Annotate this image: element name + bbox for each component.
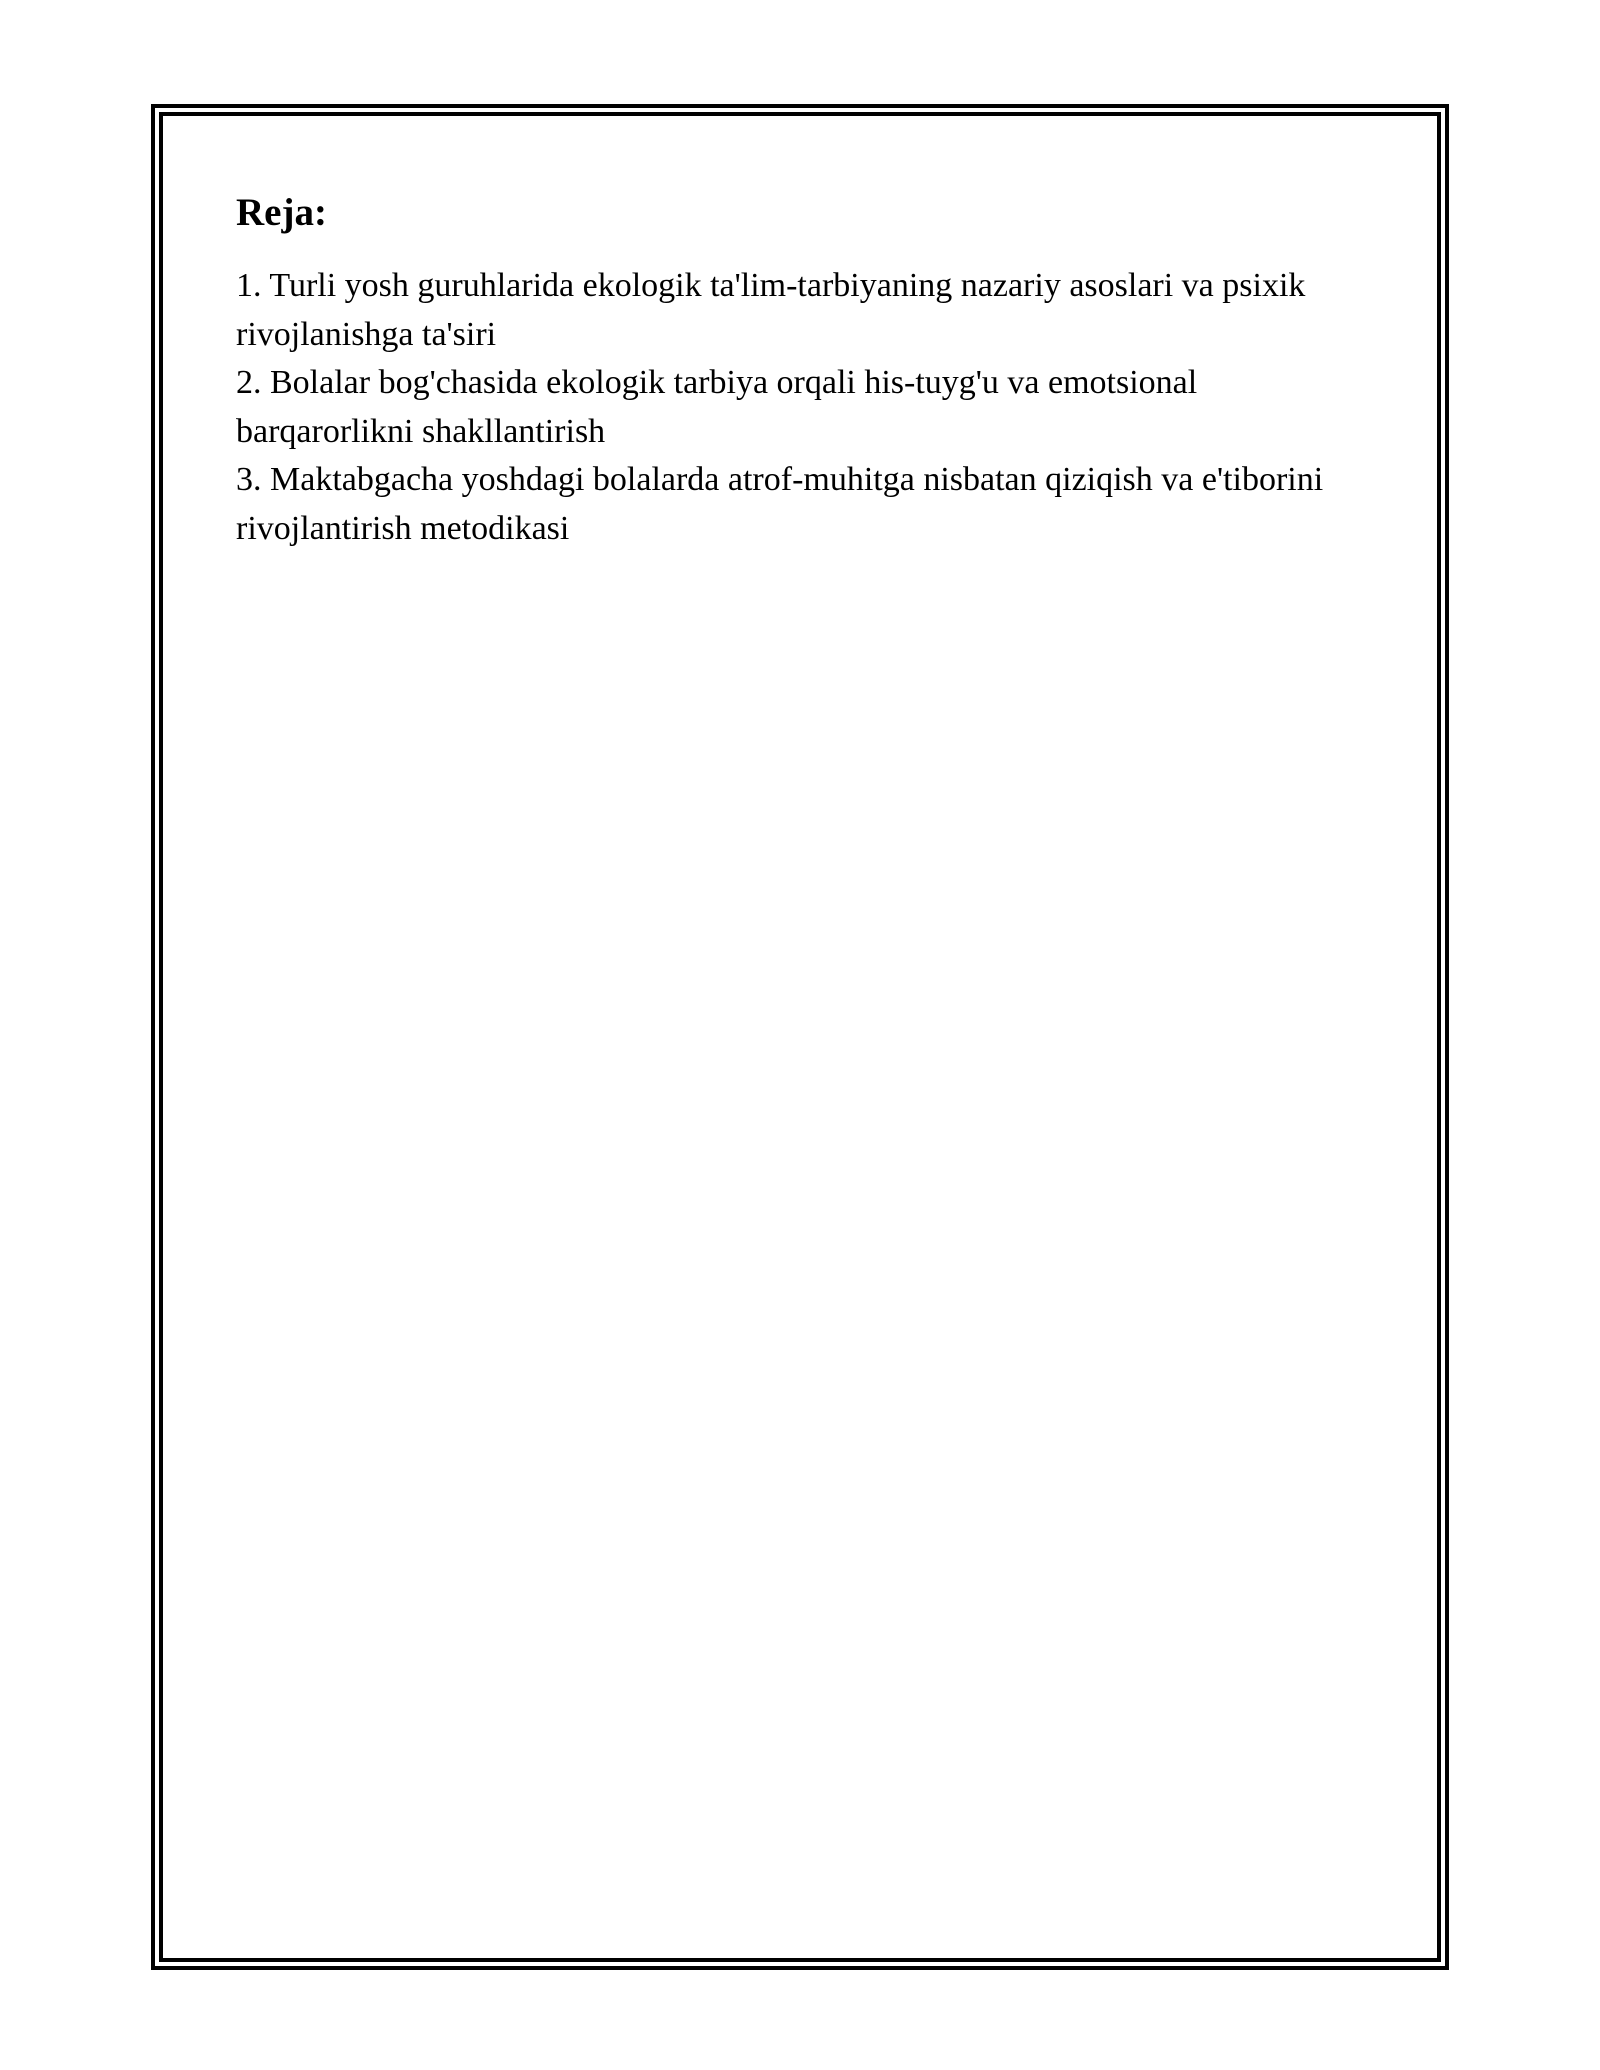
plan-item-2: 2. Bolalar bog'chasida ekologik tarbiya orqali his-tuyg'u va emotsional barqarorlikni shakllantirish	[236, 364, 1198, 450]
page-content	[236, 188, 1376, 553]
plan-list	[236, 262, 1376, 553]
plan-item-1: 1. Turli yosh guruhlarida ekologik ta'lim-tarbiyaning nazariy asoslari va psixik rivojlanishga ta'siri	[236, 267, 1306, 353]
plan-item-3: 3. Maktabgacha yoshdagi bolalarda atrof-muhitga nisbatan qiziqish va e'tiborini rivojlantirish metodikasi	[236, 461, 1324, 547]
plan-heading: Reja:	[236, 191, 327, 234]
